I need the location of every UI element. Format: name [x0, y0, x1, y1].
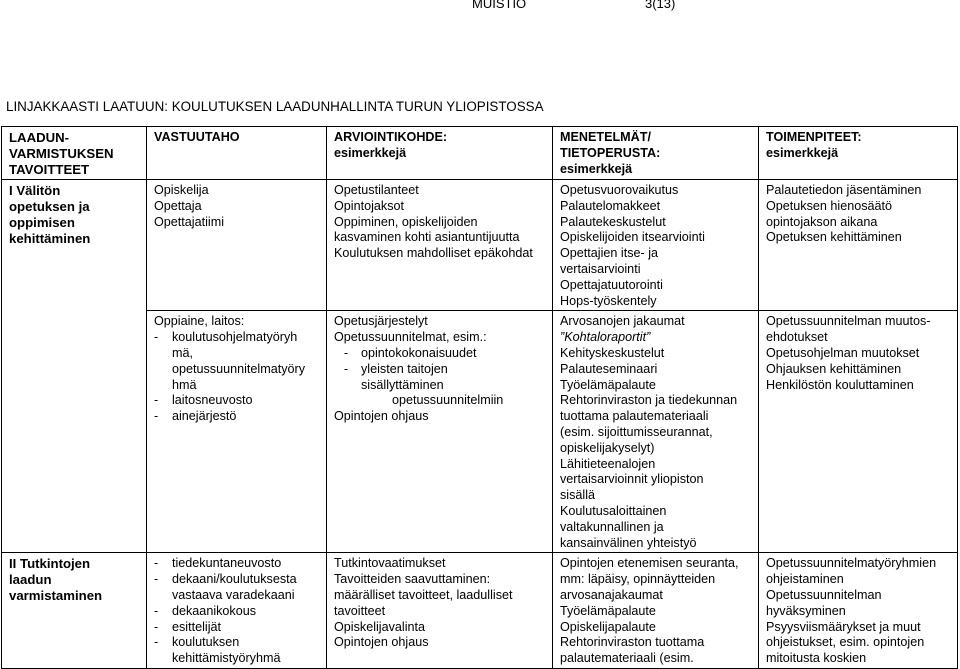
goal-cell-ii: II Tutkintojen laadun varmistaminen [2, 553, 147, 669]
target-cell: Opetustilanteet Opintojaksot Oppiminen, opiskelijoiden kasvaminen kohti asiantuntijuutta Koulutuksen mahdolliset epäkohdat [327, 180, 553, 311]
page-number: 3(13) [645, 0, 676, 11]
list-item: - koulutusohjelmatyöryh [154, 330, 321, 346]
responsible-cell: - tiedekuntaneuvosto - dekaani/koulutuksesta vastaava varadekaani - dekaanikokous - esittelijät - koulutuksen kehittämistyöryhmä [147, 553, 327, 669]
list-item: - laitosneuvosto [154, 393, 321, 409]
document-title: LINJAKKAASTI LAATUUN: KOULUTUKSEN LAADUNHALLINTA TURUN YLIOPISTOSSA [6, 99, 544, 114]
col-header-responsible: VASTUUTAHO [147, 127, 327, 180]
responsible-cell: Opiskelija Opettaja Opettajatiimi [147, 180, 327, 311]
list-item: - yleisten taitojen [334, 362, 547, 378]
methods-cell: Arvosanojen jakaumat ”Kohtaloraportit” Kehityskeskustelut Palauteseminaari Työelämäpalaute Rehtorinviraston ja tiedekunnan tuottama palautemateriaali (esim. sijoittumisseurannat, opiskelijakyselyt) Lähitieteenalojen vertaisarvioinnit yliopiston sisällä Koulutusaloittainen valtakunnallinen ja kansainvälinen yhteistyö [553, 311, 759, 553]
col-header-target: ARVIOINTIKOHDE: esimerkkejä [327, 127, 553, 180]
actions-cell: Palautetiedon jäsentäminen Opetuksen hienosäätö opintojakson aikana Opetuksen kehittäminen [759, 180, 958, 311]
list-item: - ainejärjestö [154, 409, 321, 425]
list-item: - koulutuksen [154, 635, 321, 651]
header-row [2, 127, 958, 180]
table-row [2, 553, 958, 669]
target-cell: Tutkintovaatimukset Tavoitteiden saavuttaminen: määrälliset tavoitteet, laadulliset tavoitteet Opiskelijavalinta Opintojen ohjaus [327, 553, 553, 669]
page-header [0, 0, 960, 14]
list-item: - tiedekuntaneuvosto [154, 556, 321, 572]
actions-cell: Opetussuunnitelman muutos- ehdotukset Opetusohjelman muutokset Ohjauksen kehittäminen Henkilöstön kouluttaminen [759, 311, 958, 553]
actions-cell: Opetussuunnitelmatyöryhmien ohjeistaminen Opetussuunnitelman hyväksyminen Psyysviismäärykset ja muut ohjeistukset, esim. opintojen mitoitusta koskien [759, 553, 958, 669]
quality-matrix-table [1, 126, 958, 669]
memo-label: MUISTIO [472, 0, 527, 11]
list-item: - dekaanikokous [154, 604, 321, 620]
list-item: - esittelijät [154, 620, 321, 636]
methods-cell: Opetusvuorovaikutus Palautelomakkeet Palautekeskustelut Opiskelijoiden itsearviointi Opettajien itse- ja vertaisarviointi Opettajatuutorointi Hops-työskentely [553, 180, 759, 311]
list-item: - opintokokonaisuudet [334, 346, 547, 362]
responsible-cell: Oppiaine, laitos: - koulutusohjelmatyöryh mä, opetussuunnitelmatyöry hmä - laitosneuvosto - ainejärjestö [147, 311, 327, 553]
col-header-actions: TOIMENPITEET: esimerkkejä [759, 127, 958, 180]
col-header-goals: LAADUN- VARMISTUKSEN TAVOITTEET [2, 127, 147, 180]
col-header-methods: MENETELMÄT/ TIETOPERUSTA: esimerkkejä [553, 127, 759, 180]
table-row [2, 180, 958, 311]
target-cell: Opetusjärjestelyt Opetussuunnitelmat, esim.: - opintokokonaisuudet - yleisten taitojen sisällyttäminen opetussuunnitelmiin Opintojen ohjaus [327, 311, 553, 553]
list-item: - dekaani/koulutuksesta [154, 572, 321, 588]
goal-cell-i: I Välitön opetuksen ja oppimisen kehittäminen [2, 180, 147, 553]
methods-cell: Opintojen etenemisen seuranta, mm: läpäisy, opinnäytteiden arvosanajakaumat Työelämäpalaute Opiskelijapalaute Rehtorinviraston tuottama palautemateriaali (esim. [553, 553, 759, 669]
